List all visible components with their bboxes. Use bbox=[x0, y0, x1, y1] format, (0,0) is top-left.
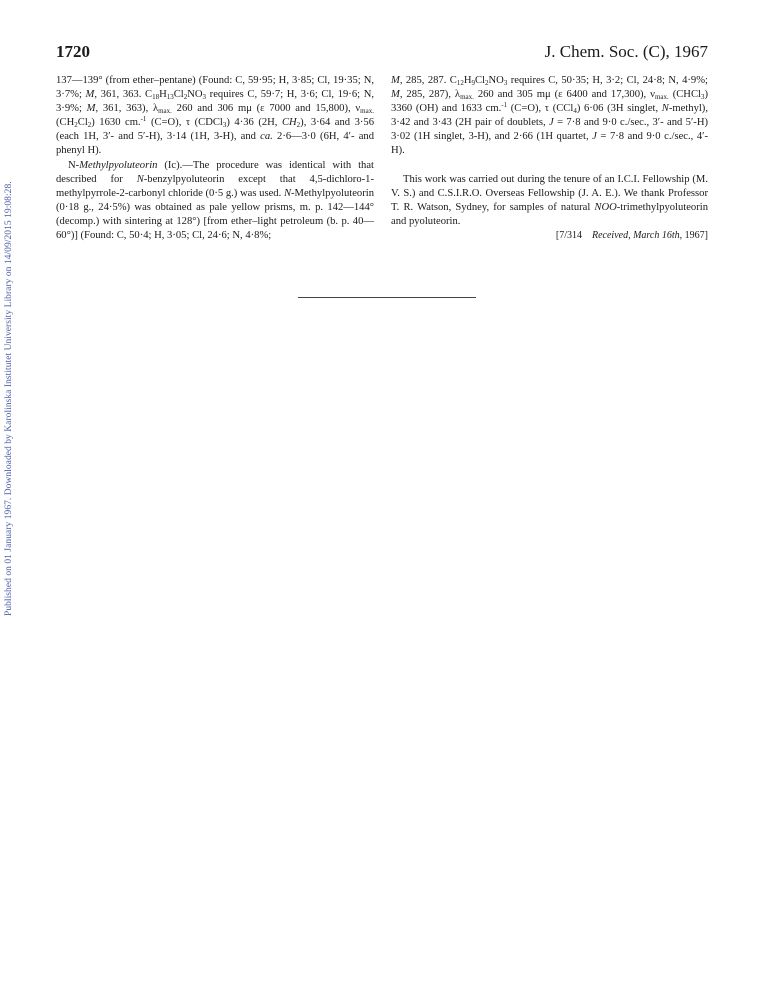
end-of-article-rule bbox=[298, 297, 476, 298]
left-column bbox=[56, 74, 374, 243]
received-text: Received, March 16th, bbox=[592, 229, 683, 241]
right-column bbox=[391, 74, 708, 243]
experimental-paragraph-benzyl: 137—139° (from ether–pentane) (Found: C, 59·95; H, 3·85; Cl, 19·35; N, 3·7%; M, 361, 363. $C_{18}H_{13}Cl_2NO_3$ requires C, 59·7; H, 3·6; Cl, 19·6; N, 3·9%; M, 361, 363), $\lambda_{max.}$ 260 and 306 mμ (ε 7000 and 15,800), $\nu_{max.}$ $(CH_2Cl_2)$ 1630 cm.$^{-1}$ (C=O), τ (CDCl$_3$) 4·36 (2H, $CH_2$), 3·64 and 3·56 (each 1H, 3′- and 5′-H), 3·14 (1H, 3-H), and ca. 2·6—3·0 (6H, 4′- and phenyl H). bbox=[56, 75, 374, 157]
journal-title: J. Chem. Soc. (C), 1967 bbox=[544, 42, 708, 61]
received-date bbox=[391, 229, 708, 243]
received-year: 1967] bbox=[684, 229, 708, 241]
compound-heading: Methylpyoluteorin bbox=[79, 159, 158, 171]
experimental-paragraph-continued: M, 285, 287. $C_{12}H_9Cl_2NO_3$ requires C, 50·35; H, 3·2; Cl, 24·8; N, 4·9%; M, 285, 287), $\lambda_{max.}$ 260 and 305 mμ (ε 6400 and 17,300), $\nu_{max.}$ (CHCl$_3$) 3360 (OH) and 1633 cm.$^{-1}$ (C=O), τ (CCl$_4$) 6·06 (3H singlet, N-methyl), 3·42 and 3·43 (2H pair of doublets, J = 7·8 and 9·0 c./sec., 3′- and 5′-H) 3·02 (1H singlet, 3-H), and 2·66 (1H quartet, J = 7·8 and 9·0 c./sec., 4′-H). bbox=[391, 75, 708, 157]
download-watermark bbox=[4, 96, 20, 616]
page-number: 1720 bbox=[56, 42, 90, 61]
page-header bbox=[56, 42, 708, 66]
acknowledgement-paragraph: This work was carried out during the tenure of an I.C.I. Fellowship (M. V. S.) and C.S.I.R.O. Overseas Fellowship (J. A. E.). We thank Professor T. R. Watson, Sydney, for samples of natural NOO-trimethylpyoluteorin and pyoluteorin. bbox=[391, 173, 708, 227]
paragraph-spacer bbox=[391, 159, 708, 173]
manuscript-reference: [7/314 bbox=[555, 229, 582, 241]
experimental-paragraph-methyl: N-Methylpyoluteorin (Ic).—The procedure was identical with that described for N-benzylpyoluteorin except that 4,5-dichloro-1-methylpyrrole-2-carbonyl chloride (0·5 g.) was used. N-Methylpyoluteorin (0·18 g., 24·5%) was obtained as pale yellow prisms, m. p. 142—144° (decomp.) with sintering at 128°) [from ether–light petroleum (b. p. 40—60°)] (Found: C, 50·4; H, 3·05; Cl, 24·6; N, 4·8%; bbox=[56, 159, 374, 242]
download-watermark-text: Published on 01 January 1967. Downloaded by Karolinska Institutet University Library on 14/09/2015 19:08:28. bbox=[4, 181, 14, 616]
